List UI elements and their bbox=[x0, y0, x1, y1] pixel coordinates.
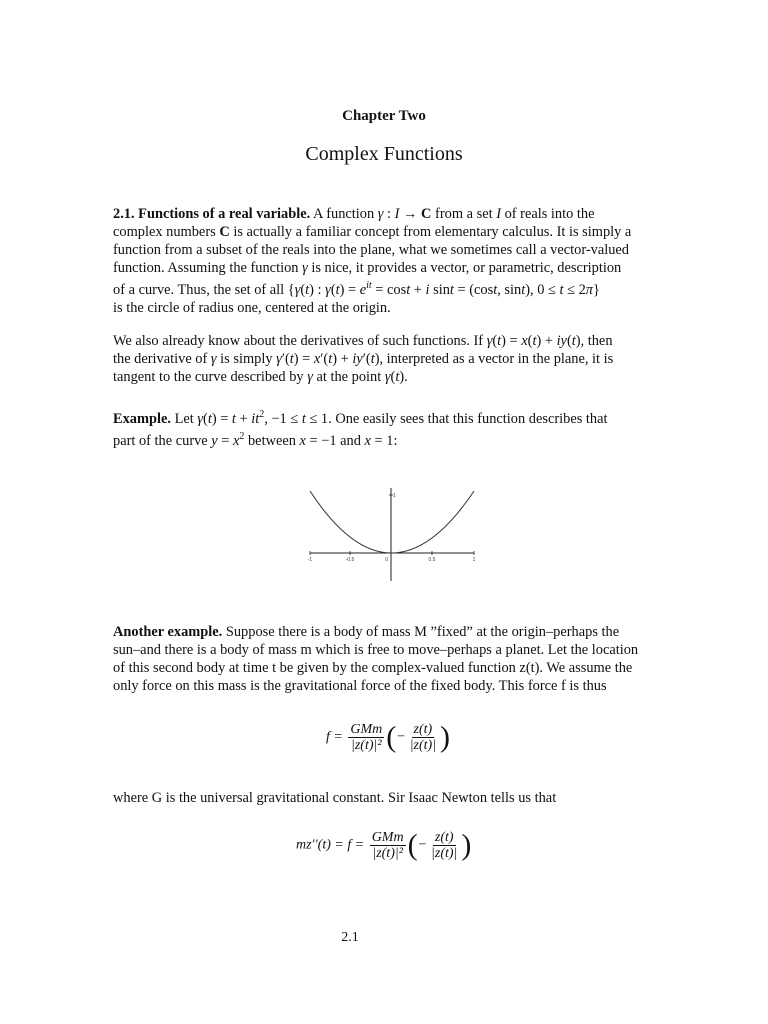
chapter-label: Chapter Two bbox=[342, 108, 426, 124]
tick-label: -1 bbox=[307, 557, 313, 563]
newton-equation: mz′′(t) = f = $\frac{\text{GMm}}{\text{|z(t)|²}}$ (− $\frac{z(t)}{|z(t)|}$ ) bbox=[296, 828, 472, 862]
tick-label: 0 bbox=[385, 557, 388, 563]
parabola-graph bbox=[304, 480, 480, 584]
example-paragraph: Example. Let $\gamma(t) = t + it^2$, −1 ≤ t ≤ 1. One easily sees that this function describes that part of the curve $y = x^2$ between x = −1 and x = 1: bbox=[113, 409, 608, 449]
example-label: Example. bbox=[113, 410, 171, 427]
chapter-title: Complex Functions bbox=[305, 143, 463, 165]
tick-label: 0.5 bbox=[428, 557, 436, 563]
y-tick-label: 1 bbox=[393, 493, 396, 499]
section-heading: 2.1. Functions of a real variable. bbox=[113, 206, 311, 222]
parabola-curve bbox=[310, 491, 474, 553]
newton-line: where G is the universal gravitational constant. Sir Isaac Newton tells us that bbox=[113, 790, 557, 806]
force-equation: f = $\frac{\text{GMm}}{\text{|z(t)|²}}$ (− $\frac{z(t)}{|z(t)|}$ ) bbox=[326, 720, 451, 754]
another-example-paragraph: Another example. Suppose there is a body of mass M ”fixed” at the origin–perhaps the sun–and there is a body of mass m which is free to move–perhaps a planet. Let the location of this second body at time t be given by the complex-valued function z(t). We assume the only force on this mass is the gravitational force of the fixed body. This force f is thus bbox=[113, 624, 639, 694]
page-number: 2.1 bbox=[341, 930, 359, 945]
tick-label: -0.5 bbox=[345, 557, 355, 563]
section-2-1-paragraph: 2.1. Functions of a real variable. A function γ : I → C from a set I of reals into the complex numbers C is actually a familiar concept from elementary calculus. It is simply a function from a subset of the reals into the plane, what we sometimes call a vector-valued function. Assuming the function γ is nice, it provides a vector, or parametric, description of a curve. Thus, the set of all {γ(t) : $\gamma(t) = e^{it} = \cos t + i$ sint = (cost, sint), 0 ≤ t ≤ 2π} is the circle of radius one, centered at the origin. bbox=[113, 206, 632, 316]
another-example-label: Another example. bbox=[113, 624, 223, 640]
derivatives-paragraph: We also already know about the derivatives of such functions. If γ(t) = x(t) + iy(t), then the derivative of γ is simply γ′(t) = x′(t) + iy′(t), interpreted as a vector in the plane, it is tangent to the curve described by γ at the point γ(t). bbox=[113, 333, 614, 385]
tick-label: 1 bbox=[472, 557, 476, 563]
